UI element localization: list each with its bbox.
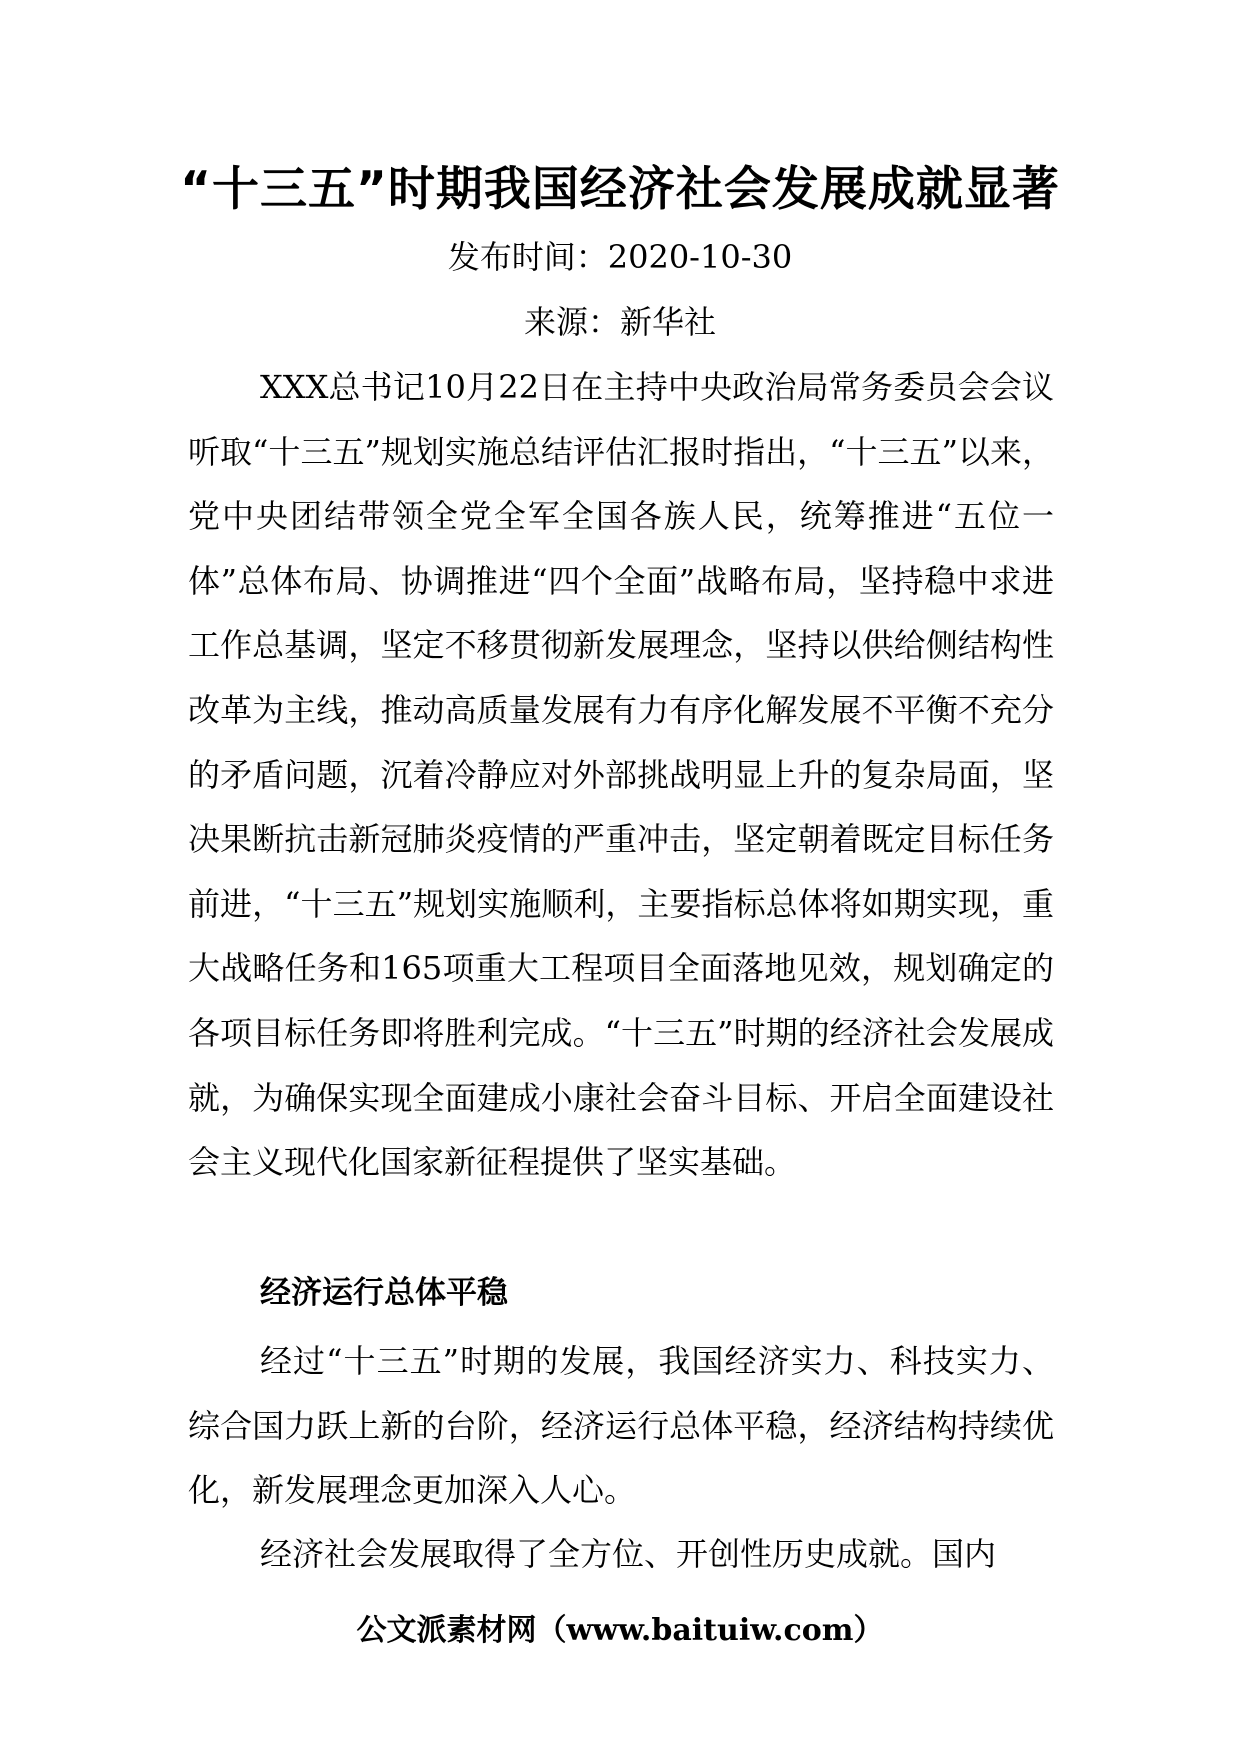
footer-watermark: 公文派素材网（www.baituiw.com）: [356, 1613, 884, 1648]
body-paragraph-1: XXX总书记10月22日在主持中央政治局常务委员会会议听取“十三五”规划实施总结评估汇报时指出，“十三五”以来，党中央团结带领全党全军全国各族人民，统筹推进“五位一体”总体布局、协调推进“四个全面”战略布局，坚持稳中求进工作总基调，坚定不移贯彻新发展理念，坚持以供给侧结构性改革为主线，推动高质量发展有力有序化解发展不平衡不充分的矛盾问题，沉着冷静应对外部挑战明显上升的复杂局面，坚决果断抗击新冠肺炎疫情的严重冲击，坚定朝着既定目标任务前进，“十三五”规划实施顺利，主要指标总体将如期实现，重大战略任务和165项重大工程项目全面落地见效，规划确定的各项目标任务即将胜利完成。“十三五”时期的经济社会发展成就，为确保实现全面建成小康社会奋斗目标、开启全面建设社会主义现代化国家新征程提供了坚实基础。: [188, 368, 1054, 1182]
publish-date: 发布时间：2020-10-30: [447, 238, 793, 276]
section-heading: 经济运行总体平稳: [260, 1275, 508, 1311]
body-paragraph-2: 经过“十三五”时期的发展，我国经济实力、科技实力、综合国力跃上新的台阶，经济运行总体平稳，经济结构持续优化，新发展理念更加深入人心。: [188, 1342, 1054, 1510]
article-source: 来源：新华社: [523, 303, 716, 341]
body-paragraph-3: 经济社会发展取得了全方位、开创性历史成就。国内: [260, 1535, 997, 1573]
article-title: “十三五”时期我国经济社会发展成就显著: [180, 162, 1060, 217]
